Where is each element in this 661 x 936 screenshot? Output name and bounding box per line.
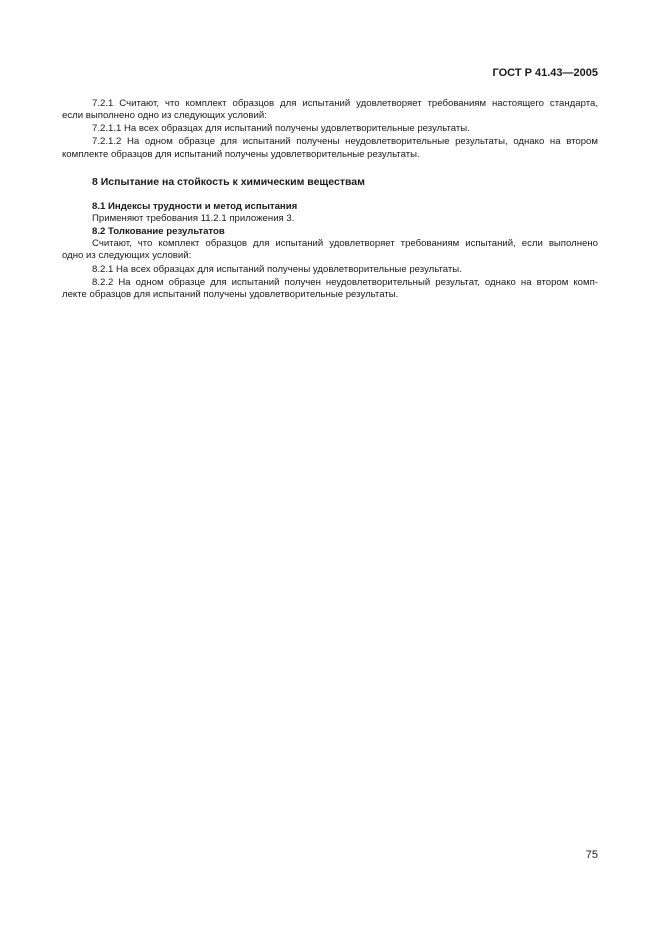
- paragraph-8-2-2-line-2: лекте образцов для испытаний получены удовлетворительные результаты.: [62, 289, 399, 300]
- section-8-2-heading: 8.2 Толкование результатов: [92, 226, 225, 237]
- page-number: 75: [585, 849, 598, 861]
- section-8-2-text-line-1: Считают, что комплект образцов для испытаний удовлетворяет требованиям испытаний, если выполнено: [92, 238, 598, 249]
- section-8-heading: 8 Испытание на стойкость к химическим веществам: [92, 176, 365, 188]
- section-8-1-heading: 8.1 Индексы трудности и метод испытания: [92, 201, 298, 212]
- paragraph-8-2-1: 8.2.1 На всех образцах для испытаний получены удовлетворительные результаты.: [92, 264, 462, 275]
- section-8-1-text: Применяют требования 11.2.1 приложения 3.: [92, 213, 295, 224]
- paragraph-8-2-2-line-1: 8.2.2 На одном образце для испытаний получен неудовлетворительный результат, однако на втором комп-: [92, 277, 598, 288]
- section-8-2-text-line-2: одно из следующих условий:: [62, 250, 192, 261]
- paragraph-7-2-1-1: 7.2.1.1 На всех образцах для испытаний получены удовлетворительные результаты.: [92, 123, 470, 134]
- paragraph-7-2-1-2-line-1: 7.2.1.2 На одном образце для испытаний получены неудовлетворительные результаты, однако на втором: [92, 136, 598, 147]
- paragraph-7-2-1-line-2: если выполнено одно из следующих условий:: [62, 110, 267, 121]
- paragraph-7-2-1-2-line-2: комплекте образцов для испытаний получены удовлетворительные результаты.: [62, 149, 420, 160]
- standard-header: ГОСТ Р 41.43—2005: [492, 67, 598, 79]
- paragraph-7-2-1-line-1: 7.2.1 Считают, что комплект образцов для испытаний удовлетворяет требованиям настоящего стандарта,: [92, 98, 598, 109]
